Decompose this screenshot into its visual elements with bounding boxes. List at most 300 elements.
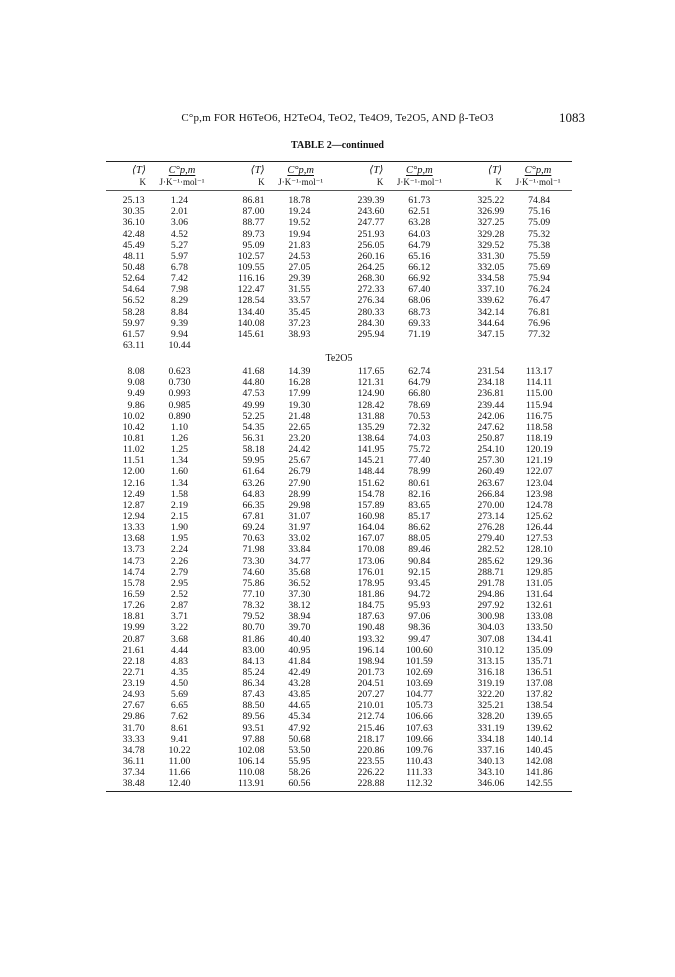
heat-capacity-cell: 62.51 — [408, 206, 431, 218]
temperature-cell: 11.02 — [122, 444, 145, 456]
heat-capacity-cell: 2.87 — [170, 600, 189, 612]
temperature-cell: 329.28 — [477, 228, 505, 240]
heat-capacity-cell: 120.19 — [525, 444, 553, 456]
temperature-cell: 342.14 — [477, 306, 505, 318]
heat-capacity-cell: 110.43 — [406, 756, 433, 768]
temperature-cell: 75.86 — [242, 577, 265, 589]
column-gap — [212, 273, 226, 284]
column-gap — [332, 295, 346, 306]
heat-capacity-cell: 33.02 — [288, 533, 311, 545]
column-gap — [212, 444, 226, 455]
heat-capacity-cell: 40.40 — [288, 633, 311, 645]
column-gap — [332, 489, 346, 500]
heat-capacity-cell: 100.60 — [405, 644, 433, 656]
table-block-1 — [106, 195, 572, 351]
column-gap — [216, 165, 225, 188]
column-gap — [452, 206, 466, 217]
heat-capacity-cell: 67.40 — [408, 284, 431, 296]
column-gap — [332, 433, 346, 444]
heat-capacity-cell: 4.44 — [170, 644, 189, 656]
temperature-cell: 347.15 — [477, 328, 505, 340]
heat-capacity-cell: 66.80 — [408, 388, 431, 400]
heat-capacity-cell: 25.67 — [288, 455, 311, 467]
heat-capacity-cell: 9.39 — [170, 317, 189, 329]
heat-capacity-cell: 9.94 — [170, 328, 189, 340]
temperature-unit: K — [495, 177, 503, 187]
heat-capacity-cell: 2.95 — [170, 577, 189, 589]
table-row — [106, 340, 572, 351]
table-row — [106, 622, 572, 633]
heat-capacity-unit: J·K⁻¹·mol⁻¹ — [396, 177, 442, 187]
heat-capacity-cell: 19.30 — [288, 399, 311, 411]
temperature-cell: 151.62 — [357, 477, 385, 489]
column-gap — [212, 295, 226, 306]
column-gap — [452, 229, 466, 240]
column-gap — [212, 433, 226, 444]
temperature-cell: 331.30 — [477, 250, 505, 262]
column-gap — [212, 217, 226, 228]
column-gap — [452, 544, 466, 555]
heat-capacity-cell: 135.09 — [525, 644, 553, 656]
heat-capacity-cell: 90.84 — [408, 555, 431, 567]
column-gap — [212, 533, 226, 544]
heat-capacity-cell: 33.57 — [288, 295, 311, 307]
heat-capacity-cell: 112.32 — [406, 778, 433, 790]
heat-capacity-cell: 131.05 — [525, 577, 553, 589]
column-gap — [452, 422, 466, 433]
column-gap — [332, 444, 346, 455]
column-gap — [332, 273, 346, 284]
temperature-cell: 276.34 — [357, 295, 385, 307]
heat-capacity-cell: 31.07 — [288, 510, 311, 522]
heat-capacity-cell: 41.84 — [288, 655, 311, 667]
temperature-cell: 196.14 — [357, 644, 385, 656]
temperature-symbol: ⟨T⟩ — [369, 165, 384, 176]
temperature-cell: 234.18 — [477, 377, 505, 389]
column-gap — [332, 251, 346, 262]
column-gap — [452, 284, 466, 295]
heat-capacity-cell: 2.15 — [170, 510, 189, 522]
heat-capacity-cell: 2.01 — [170, 206, 189, 218]
heat-capacity-header — [148, 165, 216, 188]
heat-capacity-cell: 94.72 — [408, 588, 431, 600]
heat-capacity-cell: 140.45 — [525, 744, 553, 756]
temperature-cell: 327.25 — [477, 217, 505, 229]
column-gap — [332, 589, 346, 600]
table-row — [106, 745, 572, 756]
heat-capacity-cell: 99.47 — [408, 633, 431, 645]
heat-capacity-cell: 74.84 — [528, 195, 551, 207]
column-gap — [332, 511, 346, 522]
temperature-cell: 340.13 — [477, 756, 505, 768]
temperature-cell: 59.95 — [242, 455, 265, 467]
temperature-cell: 89.73 — [242, 228, 265, 240]
column-gap — [452, 589, 466, 600]
temperature-cell: 97.88 — [242, 733, 265, 745]
temperature-cell: 313.15 — [477, 655, 505, 667]
heat-capacity-cell: 133.08 — [525, 611, 553, 623]
table-row — [106, 318, 572, 329]
temperature-cell: 181.86 — [357, 588, 385, 600]
heat-capacity-cell: 69.33 — [408, 317, 431, 329]
temperature-cell: 9.49 — [127, 388, 145, 400]
heat-capacity-cell: 75.32 — [528, 228, 551, 240]
column-pair-header — [343, 165, 453, 188]
heat-capacity-cell: 131.64 — [525, 588, 553, 600]
column-gap — [212, 700, 226, 711]
heat-capacity-cell: 104.77 — [405, 689, 433, 701]
heat-capacity-cell: 97.06 — [408, 611, 431, 623]
temperature-header — [106, 165, 148, 188]
heat-capacity-cell: 60.56 — [288, 778, 311, 790]
column-pair-header — [462, 165, 572, 188]
column-gap — [452, 307, 466, 318]
temperature-cell: 10.02 — [122, 410, 145, 422]
heat-capacity-cell: 5.97 — [170, 250, 189, 262]
temperature-cell: 13.33 — [122, 522, 145, 534]
column-gap — [332, 284, 346, 295]
temperature-cell: 145.21 — [357, 455, 385, 467]
temperature-cell: 66.35 — [242, 499, 265, 511]
heat-capacity-cell: 5.27 — [170, 239, 189, 251]
temperature-cell: 215.46 — [357, 722, 385, 734]
heat-capacity-cell: 8.61 — [170, 722, 189, 734]
temperature-cell: 328.20 — [477, 711, 505, 723]
table-header — [106, 165, 572, 188]
column-gap — [212, 756, 226, 767]
table-row — [106, 767, 572, 778]
temperature-cell: 256.05 — [357, 239, 385, 251]
heat-capacity-cell: 4.83 — [170, 655, 189, 667]
temperature-cell: 270.00 — [477, 499, 505, 511]
temperature-cell: 77.10 — [242, 588, 265, 600]
heat-capacity-cell: 21.83 — [288, 239, 311, 251]
heat-capacity-cell: 4.35 — [170, 666, 189, 678]
heat-capacity-cell: 47.92 — [288, 722, 311, 734]
column-gap — [212, 229, 226, 240]
column-gap — [332, 567, 346, 578]
heat-capacity-cell: 103.69 — [405, 678, 433, 690]
table-row — [106, 756, 572, 767]
heat-capacity-cell: 116.75 — [525, 410, 553, 422]
temperature-cell: 307.08 — [477, 633, 505, 645]
column-gap — [452, 778, 466, 789]
heat-capacity-unit: J·K⁻¹·mol⁻¹ — [159, 177, 205, 187]
temperature-cell: 58.18 — [242, 444, 265, 456]
temperature-cell: 31.70 — [122, 722, 145, 734]
heat-capacity-cell: 70.53 — [408, 410, 431, 422]
temperature-cell: 247.77 — [357, 217, 385, 229]
heat-capacity-cell: 1.34 — [170, 477, 189, 489]
column-gap — [452, 433, 466, 444]
heat-capacity-cell: 141.86 — [525, 767, 553, 779]
column-gap — [212, 678, 226, 689]
column-gap — [332, 340, 346, 351]
top-rule — [106, 161, 572, 162]
table-row — [106, 500, 572, 511]
header-rule — [106, 190, 572, 191]
table-row — [106, 489, 572, 500]
column-gap — [212, 411, 226, 422]
column-gap — [212, 195, 226, 206]
temperature-cell: 56.52 — [122, 295, 145, 307]
column-gap — [452, 767, 466, 778]
heat-capacity-cell: 65.16 — [408, 250, 431, 262]
heat-capacity-cell: 0.890 — [168, 410, 191, 422]
temperature-cell: 117.65 — [357, 366, 385, 378]
temperature-cell: 266.84 — [477, 488, 505, 500]
temperature-cell: 41.68 — [242, 366, 265, 378]
temperature-cell: 113.91 — [237, 778, 265, 790]
temperature-cell — [226, 340, 267, 351]
column-gap — [212, 589, 226, 600]
column-gap — [452, 295, 466, 306]
heat-capacity-symbol: C°p,m — [168, 165, 196, 176]
temperature-cell: 50.48 — [122, 262, 145, 273]
temperature-cell: 54.35 — [242, 421, 265, 433]
heat-capacity-cell: 55.95 — [288, 756, 311, 768]
temperature-cell: 15.78 — [122, 577, 145, 589]
temperature-cell: 86.81 — [242, 195, 265, 207]
heat-capacity-cell: 7.98 — [170, 284, 189, 296]
heat-capacity-cell: 3.71 — [170, 611, 189, 623]
temperature-cell: 210.01 — [357, 700, 385, 712]
column-gap — [332, 767, 346, 778]
column-gap — [452, 411, 466, 422]
column-gap — [452, 195, 466, 206]
heat-capacity-cell: 121.19 — [525, 455, 553, 467]
table-row — [106, 273, 572, 284]
table-row — [106, 611, 572, 622]
temperature-cell: 44.80 — [242, 377, 265, 389]
temperature-cell: 102.08 — [237, 744, 265, 756]
temperature-cell: 223.55 — [357, 756, 385, 768]
temperature-unit: K — [376, 177, 384, 187]
heat-capacity-cell: 1.25 — [170, 444, 189, 456]
heat-capacity-cell: 0.730 — [168, 377, 191, 389]
column-gap — [332, 544, 346, 555]
heat-capacity-cell: 75.16 — [528, 206, 551, 218]
temperature-cell: 160.98 — [357, 510, 385, 522]
heat-capacity-cell: 75.09 — [528, 217, 551, 229]
temperature-header — [225, 165, 267, 188]
heat-capacity-cell: 75.59 — [528, 250, 551, 262]
table-row — [106, 578, 572, 589]
temperature-cell: 141.95 — [357, 444, 385, 456]
running-title: C°p,m FOR H6TeO6, H2TeO4, TeO2, Te4O9, Te2O5, AND β-TeO3 — [181, 112, 494, 124]
temperature-cell: 18.81 — [122, 611, 145, 623]
temperature-cell: 21.61 — [122, 644, 145, 656]
heat-capacity-cell: 37.23 — [288, 317, 311, 329]
temperature-cell: 12.16 — [122, 477, 145, 489]
heat-capacity-cell: 71.19 — [408, 328, 431, 340]
table-row — [106, 295, 572, 306]
column-gap — [212, 734, 226, 745]
heat-capacity-cell: 11.00 — [168, 756, 191, 768]
heat-capacity-cell: 135.71 — [525, 655, 553, 667]
temperature-cell: 16.59 — [122, 588, 145, 600]
column-gap — [212, 366, 226, 377]
heat-capacity-cell: 76.24 — [528, 284, 551, 296]
page-number: 1083 — [559, 110, 585, 125]
column-gap — [212, 455, 226, 466]
temperature-cell: 242.06 — [477, 410, 505, 422]
heat-capacity-header — [504, 165, 572, 188]
temperature-cell: 148.44 — [357, 466, 385, 478]
temperature-cell: 87.00 — [242, 206, 265, 218]
temperature-cell: 326.99 — [477, 206, 505, 218]
heat-capacity-cell: 98.36 — [408, 622, 431, 634]
heat-capacity-unit: J·K⁻¹·mol⁻¹ — [278, 177, 324, 187]
temperature-cell: 64.83 — [242, 488, 265, 500]
heat-capacity-cell: 38.93 — [288, 328, 311, 340]
column-gap — [212, 689, 226, 700]
temperature-cell: 52.25 — [242, 410, 265, 422]
column-gap — [453, 165, 462, 188]
temperature-cell: 178.95 — [357, 577, 385, 589]
heat-capacity-cell: 64.79 — [408, 377, 431, 389]
bottom-rule — [106, 791, 572, 792]
column-gap — [212, 723, 226, 734]
column-gap — [452, 262, 466, 273]
temperature-cell: 268.30 — [357, 273, 385, 285]
heat-capacity-cell: 40.95 — [288, 644, 311, 656]
temperature-cell: 23.19 — [122, 678, 145, 690]
temperature-cell: 176.01 — [357, 566, 385, 578]
temperature-cell: 173.06 — [357, 555, 385, 567]
table-row — [106, 734, 572, 745]
heat-capacity-cell: 80.61 — [408, 477, 431, 489]
column-gap — [332, 329, 346, 340]
heat-capacity-cell: 66.92 — [408, 273, 431, 285]
table-row — [106, 678, 572, 689]
heat-capacity-cell: 26.79 — [288, 466, 311, 478]
temperature-cell: 236.81 — [477, 388, 505, 400]
heat-capacity-cell: 113.17 — [525, 366, 553, 378]
heat-capacity-cell: 115.00 — [525, 388, 553, 400]
temperature-cell: 295.94 — [357, 328, 385, 340]
heat-capacity-cell: 29.98 — [288, 499, 311, 511]
heat-capacity-cell: 50.68 — [288, 733, 311, 745]
column-gap — [212, 307, 226, 318]
heat-capacity-cell: 19.94 — [288, 228, 311, 240]
temperature-unit: K — [258, 177, 265, 187]
heat-capacity-cell: 1.58 — [170, 488, 189, 500]
column-gap — [452, 578, 466, 589]
column-gap — [332, 556, 346, 567]
column-gap — [332, 678, 346, 689]
heat-capacity-cell: 53.50 — [288, 744, 311, 756]
temperature-cell: 87.43 — [242, 689, 265, 701]
heat-capacity-cell: 1.26 — [170, 432, 189, 444]
temperature-cell: 239.39 — [357, 195, 385, 207]
column-gap — [452, 567, 466, 578]
temperature-cell: 264.25 — [357, 262, 385, 273]
heat-capacity-cell: 8.29 — [170, 295, 189, 307]
heat-capacity-cell: 83.65 — [408, 499, 431, 511]
column-gap — [332, 478, 346, 489]
heat-capacity-cell: 7.62 — [170, 711, 189, 723]
table-row — [106, 600, 572, 611]
column-gap — [452, 533, 466, 544]
heat-capacity-cell: 124.78 — [525, 499, 553, 511]
heat-capacity-cell: 38.12 — [288, 600, 311, 612]
heat-capacity-cell: 42.49 — [288, 666, 311, 678]
temperature-cell: 10.42 — [122, 421, 145, 433]
temperature-cell: 22.71 — [122, 666, 145, 678]
temperature-cell: 218.17 — [357, 733, 385, 745]
heat-capacity-cell: 43.28 — [288, 678, 311, 690]
temperature-cell: 334.18 — [477, 733, 505, 745]
table-row — [106, 262, 572, 273]
temperature-cell: 81.86 — [242, 633, 265, 645]
heat-capacity-cell: 75.69 — [528, 262, 551, 273]
heat-capacity-cell: 129.85 — [525, 566, 553, 578]
temperature-cell: 45.49 — [122, 239, 145, 251]
column-gap — [332, 745, 346, 756]
temperature-cell: 67.81 — [242, 510, 265, 522]
temperature-unit: K — [139, 177, 146, 187]
column-gap — [212, 251, 226, 262]
temperature-cell: 61.57 — [122, 328, 145, 340]
temperature-cell: 63.11 — [122, 339, 145, 351]
temperature-cell: 325.21 — [477, 700, 505, 712]
table-row — [106, 206, 572, 217]
column-gap — [452, 366, 466, 377]
heat-capacity-cell: 2.26 — [170, 555, 189, 567]
heat-capacity-cell: 58.26 — [288, 767, 311, 779]
temperature-cell: 47.53 — [242, 388, 265, 400]
temperature-cell: 48.11 — [122, 250, 145, 262]
column-gap — [452, 700, 466, 711]
column-gap — [212, 500, 226, 511]
temperature-cell: 122.47 — [237, 284, 265, 296]
heat-capacity-cell: 68.06 — [408, 295, 431, 307]
column-gap — [452, 478, 466, 489]
heat-capacity-cell: 0.623 — [168, 366, 191, 378]
column-gap — [212, 262, 226, 273]
temperature-cell: 291.78 — [477, 577, 505, 589]
heat-capacity-cell: 24.53 — [288, 250, 311, 262]
temperature-cell: 69.24 — [242, 522, 265, 534]
temperature-cell: 59.97 — [122, 317, 145, 329]
column-gap — [212, 578, 226, 589]
temperature-cell: 280.33 — [357, 306, 385, 318]
column-gap — [212, 611, 226, 622]
heat-capacity-cell: 2.79 — [170, 566, 189, 578]
temperature-cell: 154.78 — [357, 488, 385, 500]
table-row — [106, 634, 572, 645]
heat-capacity-cell: 21.48 — [288, 410, 311, 422]
column-gap — [332, 366, 346, 377]
column-gap — [212, 745, 226, 756]
temperature-cell: 346.06 — [477, 778, 505, 790]
temperature-cell: 254.10 — [477, 444, 505, 456]
column-gap — [452, 689, 466, 700]
heat-capacity-cell: 134.41 — [525, 633, 553, 645]
temperature-cell: 226.22 — [357, 767, 385, 779]
column-gap — [332, 533, 346, 544]
temperature-cell: 140.08 — [237, 317, 265, 329]
column-gap — [332, 622, 346, 633]
column-gap — [212, 466, 226, 477]
column-gap — [452, 622, 466, 633]
table-row — [106, 466, 572, 477]
temperature-cell: 263.67 — [477, 477, 505, 489]
column-gap — [212, 767, 226, 778]
temperature-cell: 322.20 — [477, 689, 505, 701]
heat-capacity-cell — [506, 340, 572, 351]
